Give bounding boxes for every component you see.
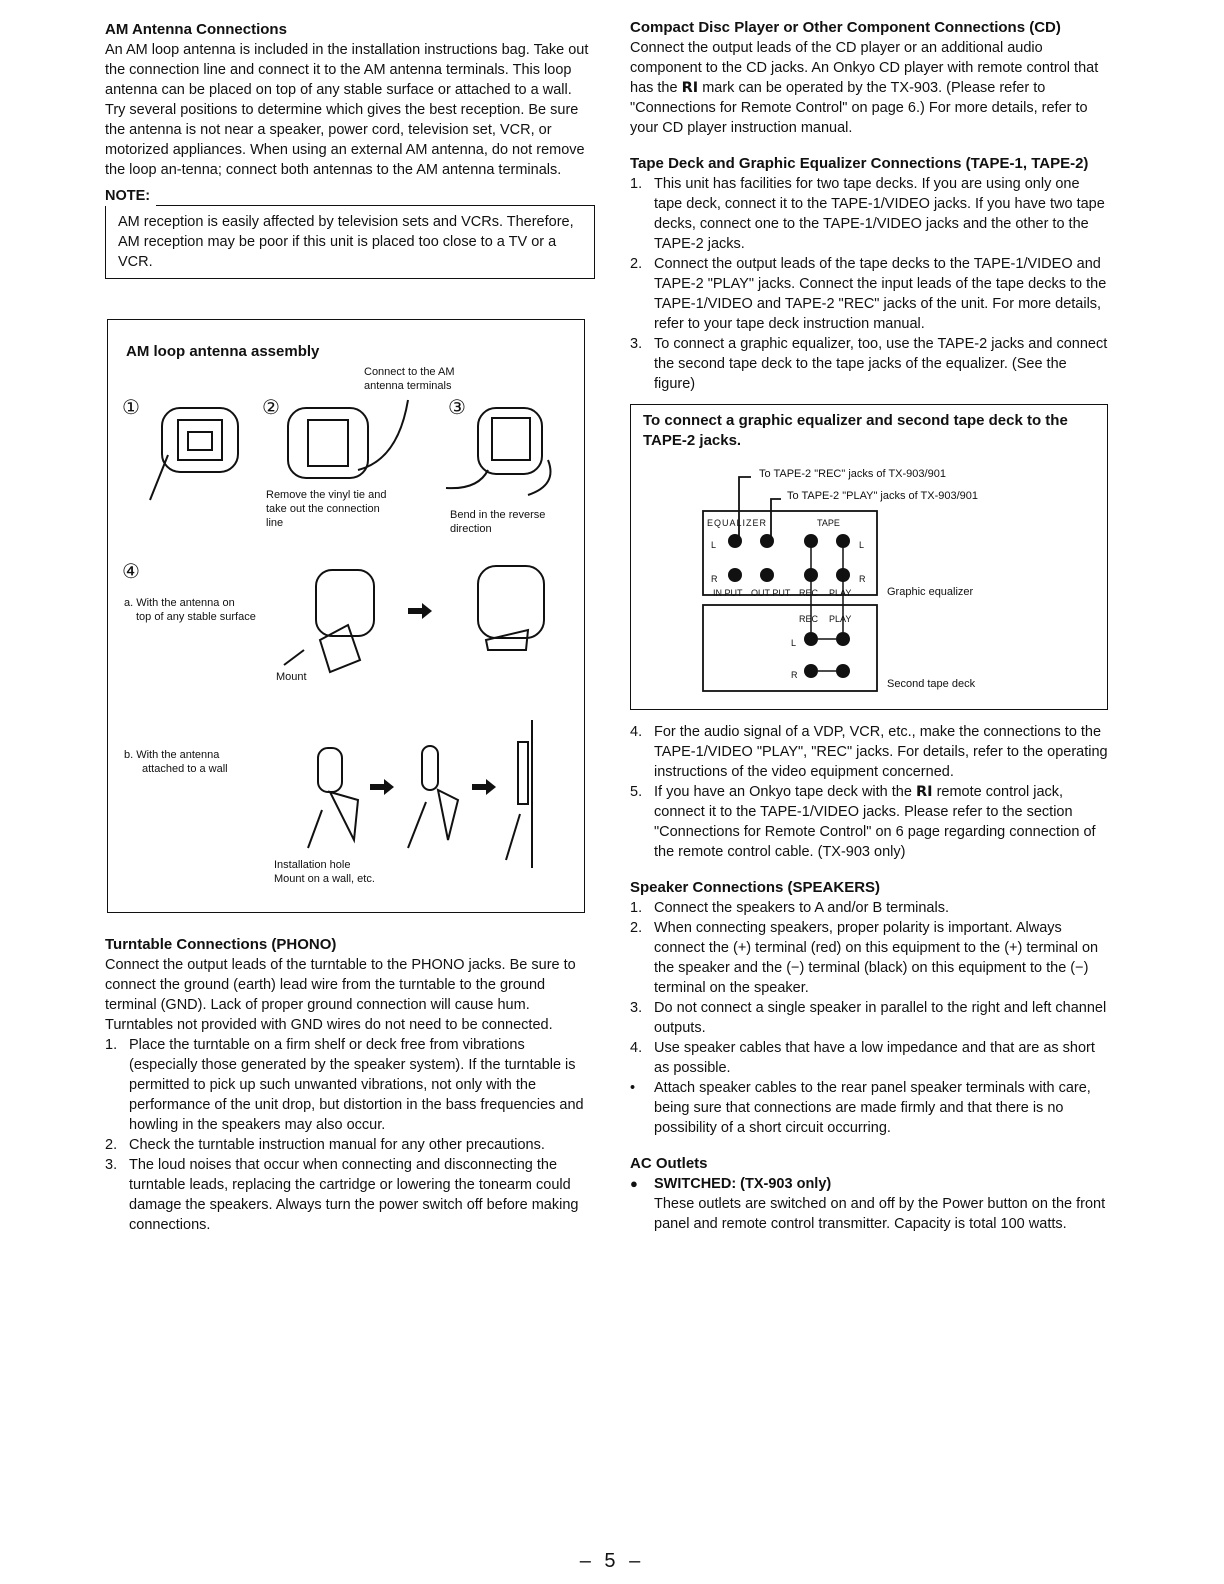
loop-base-1 xyxy=(178,420,222,460)
input-label: IN PUT xyxy=(713,588,743,598)
deck-play-label: PLAY xyxy=(829,614,852,624)
eq-r-label: R xyxy=(711,574,718,584)
list-number: 1. xyxy=(630,176,643,192)
mount-label: Mount xyxy=(276,671,307,683)
am-antenna-heading: AM Antenna Connections xyxy=(105,21,287,38)
list-text: Do not connect a single speaker in parallel to the right and left channel outputs. xyxy=(654,1000,1107,1036)
loop-frame-4b-2 xyxy=(422,746,438,790)
connect-note-line1: Connect to the AM xyxy=(364,366,455,378)
speaker-list xyxy=(630,898,1110,1138)
loop-figure-title: AM loop antenna assembly xyxy=(126,343,320,360)
note-label-row xyxy=(105,186,595,206)
list-item xyxy=(630,334,1110,394)
equalizer-figure xyxy=(630,404,1108,710)
turntable-list xyxy=(105,1035,595,1235)
list-number: 3. xyxy=(630,336,643,352)
equalizer-drawing xyxy=(631,405,1107,709)
list-number: 3. xyxy=(105,1157,118,1173)
play-label: To TAPE-2 "PLAY" jacks of TX-903/901 xyxy=(787,490,979,502)
jack-deck-play-l xyxy=(836,632,850,646)
loop-antenna-figure xyxy=(107,319,585,913)
eq-figure-title: To connect a graphic equalizer and second tape deck to the TAPE-2 jacks. xyxy=(643,412,1068,449)
lead-4b-2 xyxy=(408,802,426,848)
mount-4b-1 xyxy=(330,792,358,840)
list-item xyxy=(630,1038,1110,1078)
lead-4b-3 xyxy=(506,814,520,860)
list-text: Attach speaker cables to the rear panel speaker terminals with care, being sure that connections are made firmly and that there is no possibility of a short circuit occurring. xyxy=(654,1080,1091,1136)
stand-4a xyxy=(320,625,360,672)
list-item xyxy=(630,722,1110,782)
jack-deck-rec-r xyxy=(804,664,818,678)
loop-base-3 xyxy=(492,418,530,460)
graphic-eq-label: Graphic equalizer xyxy=(887,586,974,598)
list-text: This unit has facilities for two tape decks. If you are using only one tape deck, connect it to the TAPE-1/VIDEO jacks. If you have two tape decks, connect one to the TAPE-1/VIDEO jacks and the other to the TAPE-2 jacks. xyxy=(654,176,1105,252)
tape-header: TAPE xyxy=(817,518,840,528)
list-text: Use speaker cables that have a low impedance and that are as short as possible. xyxy=(654,1040,1095,1076)
lead-4b-1 xyxy=(308,810,322,848)
ac-body: These outlets are switched on and off by the Power button on the front panel and remote control transmitter. Capacity is total 100 watts. xyxy=(654,1196,1106,1232)
list-item xyxy=(105,1035,595,1135)
tape-r-label: R xyxy=(859,574,866,584)
cd-body-part2: mark can be operated by the TX-903. (Please refer to "Connections for Remote Control" on page 6.) For more details, refer to your CD player instruction manual. xyxy=(630,80,1088,136)
remove-note-line1: Remove the vinyl tie and xyxy=(266,489,387,501)
loop-frame-4a-result xyxy=(478,566,544,638)
install-label xyxy=(274,858,375,886)
stand-4a-result xyxy=(486,630,528,650)
list-item xyxy=(105,1135,595,1155)
second-deck-label: Second tape deck xyxy=(887,678,976,690)
tape-list xyxy=(630,174,1110,394)
loop-frame-4b-1 xyxy=(318,748,342,792)
option-a-line2: top of any stable surface xyxy=(136,611,256,623)
ac-heading: AC Outlets xyxy=(630,1155,708,1172)
list-text: The loud noises that occur when connecting and disconnecting the turntable leads, replacing the cartridge or lowering the tonearm could damage the speakers. Always turn the power switch off before making connections. xyxy=(129,1157,579,1233)
item5-part2: remote control jack, connect it to the TAPE-1/VIDEO jacks. Please refer to the section "Connections for Remote Control" on 6 page regarding connection of the remote control cable. (TX-903 only) xyxy=(654,784,1096,860)
speaker-heading: Speaker Connections (SPEAKERS) xyxy=(630,879,881,896)
jack-eq-in-l xyxy=(728,534,742,548)
install-line2: Mount on a wall, etc. xyxy=(274,873,375,885)
list-number: 4. xyxy=(630,1040,643,1056)
remove-note xyxy=(266,488,386,530)
list-number: 2. xyxy=(630,920,643,936)
list-number: 2. xyxy=(630,256,643,272)
bend-note-line2: direction xyxy=(450,523,492,535)
note-box xyxy=(105,206,595,279)
eq-header: EQUALIZER xyxy=(707,518,768,528)
jack-deck-play-r xyxy=(836,664,850,678)
jack-eq-out-l xyxy=(760,534,774,548)
jack-tape-rec-l xyxy=(804,534,818,548)
arrow-4b-1 xyxy=(370,779,394,795)
jack-eq-in-r xyxy=(728,568,742,582)
tape-list-continued xyxy=(630,722,1110,862)
list-item xyxy=(630,898,1110,918)
option-b-label xyxy=(124,748,228,776)
step-3-marker: ③ xyxy=(448,397,466,419)
option-a-label xyxy=(124,596,256,624)
page-number: – 5 – xyxy=(579,1550,645,1572)
list-item xyxy=(630,254,1110,334)
deck-rec-label: REC xyxy=(799,614,819,624)
list-number: 4. xyxy=(630,724,643,740)
output-label: OUT PUT xyxy=(751,588,791,598)
note-rule xyxy=(156,191,595,206)
list-text: Check the turntable instruction manual for any other precautions. xyxy=(129,1137,545,1153)
rec-jack-label: REC xyxy=(799,588,819,598)
list-item xyxy=(630,998,1110,1038)
jack-tape-play-l xyxy=(836,534,850,548)
list-item xyxy=(630,174,1110,254)
remove-note-line2: take out the connection xyxy=(266,503,380,515)
remove-note-line3: line xyxy=(266,517,284,529)
deck-r-label: R xyxy=(791,670,798,680)
arrow-4a xyxy=(408,603,432,619)
rec-label: To TAPE-2 "REC" jacks of TX-903/901 xyxy=(759,468,946,480)
loop-clip-1 xyxy=(188,432,212,450)
tape-heading: Tape Deck and Graphic Equalizer Connections (TAPE-1, TAPE-2) xyxy=(630,155,1089,172)
list-number: • xyxy=(630,1080,636,1096)
list-text: When connecting speakers, proper polarity is important. Always connect the (+) terminal (red) on this equipment to the (+) terminal on the speaker and the (−) terminal (black) on this equipment to the (−) terminal on the speaker. xyxy=(654,920,1099,996)
list-item xyxy=(630,1078,1110,1138)
list-text: Place the turntable on a firm shelf or deck free from vibrations (especially those generated by the speaker system). If the turntable is permitted to pick up such unwanted vibrations, not only with the performance of the unit drop, but distortion in the bass frequencies and howling in the speakers may also occur. xyxy=(129,1037,584,1133)
cd-body xyxy=(630,38,1110,138)
loop-frame-1 xyxy=(162,408,238,472)
connect-note-line2: antenna terminals xyxy=(364,380,452,392)
loop-frame-4b-3 xyxy=(518,742,528,804)
left-column xyxy=(105,20,595,1235)
cd-heading: Compact Disc Player or Other Component Connections (CD) xyxy=(630,19,1061,36)
ri-mark: RI xyxy=(681,80,699,96)
option-b-line1: b. With the antenna xyxy=(124,749,220,761)
tape-l-label: L xyxy=(859,540,865,550)
jack-eq-out-r xyxy=(760,568,774,582)
list-item xyxy=(630,918,1110,998)
cd-body-part1: Connect the output leads of the CD player or an additional audio component to the CD jacks. An Onkyo CD player with remote control that has the xyxy=(630,40,1099,96)
list-number: 1. xyxy=(105,1037,118,1053)
am-antenna-body: An AM loop antenna is included in the installation instructions bag. Take out the connection line and connect it to the AM antenna terminals. This loop antenna can be placed on top of any stable surface or attached to a wall. Try several positions to determine which gives the best reception. Be sure the antenna is not near a speaker, power cord, television set, VCR, or motorized appliances. When using an external AM antenna, do not remove the loop an-tenna; connect both antennas to the AM antenna terminals. xyxy=(105,42,589,178)
install-line1: Installation hole xyxy=(274,859,351,871)
note-label: NOTE: xyxy=(105,188,151,204)
list-text: Connect the output leads of the tape decks to the TAPE-1/VIDEO and TAPE-2 "PLAY" jacks. Connect the input leads of the tape decks to the TAPE-1/VIDEO and TAPE-2 "REC" jacks of the unit. For more details, refer to your tape deck instruction manual. xyxy=(654,256,1107,332)
step-4-marker: ④ xyxy=(122,561,140,583)
list-number: 5. xyxy=(630,784,643,800)
note-text: AM reception is easily affected by television sets and VCRs. Therefore, AM reception may be poor if this unit is placed too close to a TV or a VCR. xyxy=(118,214,574,270)
list-number: 3. xyxy=(630,1000,643,1016)
loop-base-2 xyxy=(308,420,348,466)
loop-frame-2 xyxy=(288,408,368,478)
bend-note-line1: Bend in the reverse xyxy=(450,509,546,521)
bend-note xyxy=(450,508,545,536)
play-jack-label: PLAY xyxy=(829,588,852,598)
lead-1 xyxy=(150,455,168,500)
right-column xyxy=(630,18,1110,1234)
switched-subheading xyxy=(630,1174,1110,1194)
eq-l-label: L xyxy=(711,540,717,550)
ri-mark: RI xyxy=(915,784,933,800)
item5-part1: If you have an Onkyo tape deck with the xyxy=(654,784,912,800)
turntable-body: Connect the output leads of the turntable to the PHONO jacks. Be sure to connect the ground (earth) lead wire from the turntable to the ground terminal (GND). Lack of proper ground connection will cause hum. Turntables not provided with GND wires do not need to be connected. xyxy=(105,957,576,1033)
lead-4a xyxy=(284,650,304,665)
list-text xyxy=(654,782,1110,862)
mount-4b-2 xyxy=(438,790,458,840)
step-1-marker: ① xyxy=(122,397,140,419)
list-number: 1. xyxy=(630,900,643,916)
switched-title: SWITCHED: (TX-903 only) xyxy=(654,1176,832,1192)
step-2-marker: ② xyxy=(262,397,280,419)
list-text: To connect a graphic equalizer, too, use the TAPE-2 jacks and connect the second tape deck to the tape jacks of the equalizer. (See the figure) xyxy=(654,336,1108,392)
jack-deck-rec-l xyxy=(804,632,818,646)
list-item xyxy=(630,782,1110,862)
option-b-line2: attached to a wall xyxy=(142,763,228,775)
list-number: 2. xyxy=(105,1137,118,1153)
option-a-line1: a. With the antenna on xyxy=(124,597,235,609)
turntable-heading: Turntable Connections (PHONO) xyxy=(105,936,337,953)
deck-l-label: L xyxy=(791,638,797,648)
arrow-4b-2 xyxy=(472,779,496,795)
list-text: For the audio signal of a VDP, VCR, etc., make the connections to the TAPE-1/VIDEO "PLAY", "REC" jacks. For details, refer to the operating instructions of the video equipment concerned. xyxy=(654,724,1108,780)
list-text: Connect the speakers to A and/or B terminals. xyxy=(654,900,949,916)
list-item xyxy=(105,1155,595,1235)
lead-3 xyxy=(446,470,488,488)
lead-2 xyxy=(358,400,408,470)
bullet-icon: ● xyxy=(630,1176,638,1191)
